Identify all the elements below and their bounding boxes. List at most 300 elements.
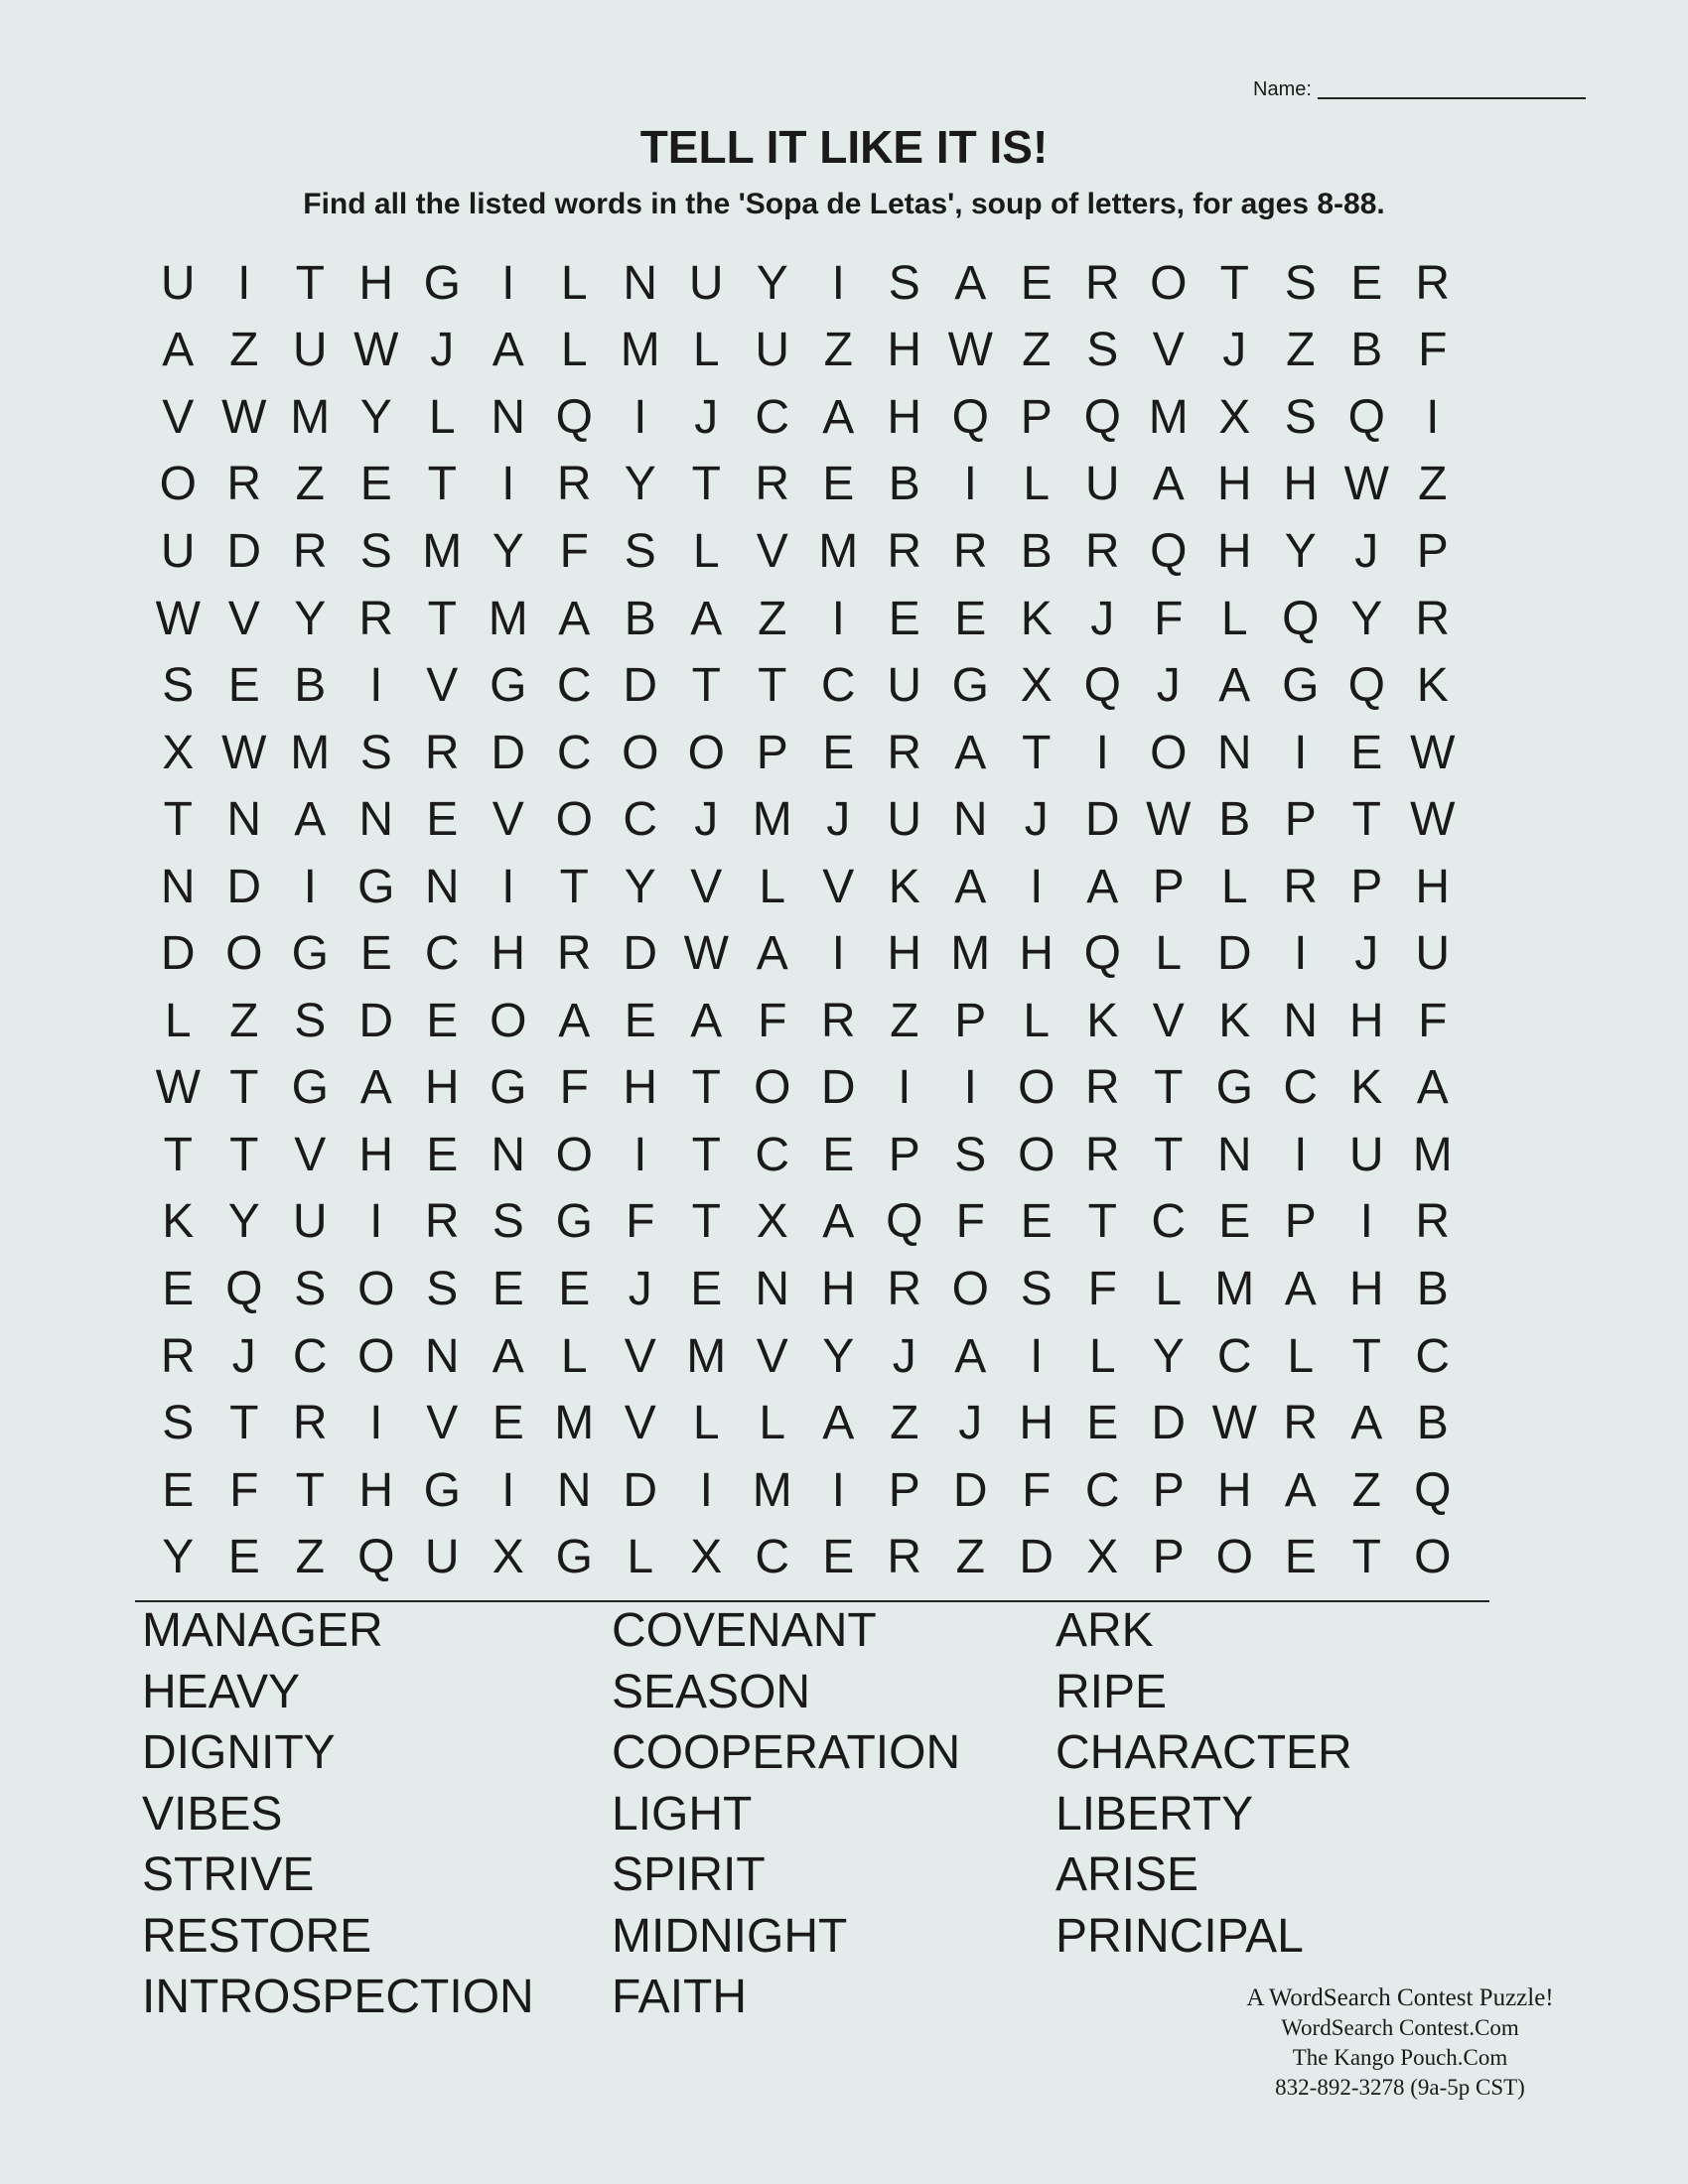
grid-letter[interactable]: T (1219, 256, 1249, 310)
grid-letter[interactable]: G (291, 1061, 329, 1115)
grid-letter[interactable]: O (1018, 1128, 1055, 1181)
grid-letter[interactable]: T (1351, 793, 1381, 847)
grid-letter[interactable]: U (160, 524, 196, 578)
grid-letter[interactable]: R (1283, 860, 1319, 913)
grid-letter[interactable]: T (229, 1061, 259, 1115)
grid-letter[interactable]: N (952, 793, 988, 847)
grid-letter[interactable]: A (1350, 1397, 1383, 1450)
grid-letter[interactable]: L (692, 1397, 720, 1450)
grid-letter[interactable]: E (690, 1263, 723, 1316)
grid-letter[interactable]: H (1348, 1263, 1384, 1316)
grid-letter[interactable]: O (225, 927, 263, 981)
grid-letter[interactable]: A (492, 324, 524, 377)
grid-letter[interactable]: M (1214, 1263, 1255, 1316)
grid-letter[interactable]: O (490, 994, 527, 1047)
grid-letter[interactable]: W (155, 1061, 201, 1115)
grid-letter[interactable]: I (831, 256, 845, 310)
grid-letter[interactable]: J (826, 793, 851, 847)
grid-letter[interactable]: T (163, 1128, 193, 1181)
grid-letter[interactable]: D (820, 1061, 856, 1115)
grid-letter[interactable]: Y (162, 1531, 195, 1584)
grid-letter[interactable]: S (359, 726, 392, 779)
grid-letter[interactable]: S (1020, 1263, 1053, 1316)
grid-letter[interactable]: R (424, 726, 460, 779)
grid-letter[interactable]: D (623, 1463, 658, 1517)
grid-letter[interactable]: I (1030, 1329, 1044, 1383)
grid-letter[interactable]: R (424, 1195, 460, 1249)
grid-letter[interactable]: O (555, 793, 593, 847)
name-underline[interactable] (1318, 97, 1586, 99)
grid-letter[interactable]: H (1019, 927, 1055, 981)
grid-letter[interactable]: A (492, 1329, 524, 1383)
grid-letter[interactable]: A (822, 1195, 855, 1249)
grid-letter[interactable]: T (691, 1128, 721, 1181)
grid-letter[interactable]: E (888, 592, 920, 645)
grid-letter[interactable]: T (691, 1195, 721, 1249)
grid-letter[interactable]: D (160, 927, 196, 981)
grid-letter[interactable]: S (888, 256, 920, 310)
grid-letter[interactable]: Q (1150, 524, 1188, 578)
grid-letter[interactable]: C (1084, 1463, 1120, 1517)
grid-letter[interactable]: W (1211, 1397, 1257, 1450)
grid-letter[interactable]: P (756, 726, 788, 779)
grid-letter[interactable]: L (759, 860, 786, 913)
grid-letter[interactable]: B (1350, 324, 1383, 377)
grid-letter[interactable]: X (1086, 1531, 1119, 1584)
grid-letter[interactable]: Z (295, 458, 325, 511)
grid-letter[interactable]: W (155, 592, 201, 645)
grid-letter[interactable]: N (623, 256, 658, 310)
grid-letter[interactable]: E (1350, 256, 1383, 310)
grid-letter[interactable]: V (624, 1397, 656, 1450)
grid-letter[interactable]: I (1294, 1128, 1308, 1181)
grid-letter[interactable]: I (1426, 390, 1440, 444)
grid-letter[interactable]: O (555, 1128, 593, 1181)
grid-letter[interactable]: I (831, 927, 845, 981)
grid-letter[interactable]: R (1415, 1195, 1451, 1249)
grid-letter[interactable]: B (1218, 793, 1251, 847)
grid-letter[interactable]: L (1155, 927, 1183, 981)
grid-letter[interactable]: H (887, 390, 922, 444)
grid-letter[interactable]: U (1348, 1128, 1384, 1181)
grid-letter[interactable]: M (620, 324, 660, 377)
grid-letter[interactable]: L (560, 324, 588, 377)
grid-letter[interactable]: O (357, 1263, 395, 1316)
grid-letter[interactable]: R (1084, 256, 1120, 310)
grid-letter[interactable]: P (1284, 1195, 1317, 1249)
grid-letter[interactable]: P (1416, 524, 1449, 578)
grid-letter[interactable]: K (1416, 659, 1449, 713)
grid-letter[interactable]: L (759, 1397, 786, 1450)
grid-letter[interactable]: C (820, 659, 856, 713)
grid-letter[interactable]: T (1154, 1128, 1184, 1181)
grid-letter[interactable]: E (492, 1397, 524, 1450)
grid-letter[interactable]: O (1150, 256, 1188, 310)
grid-letter[interactable]: Z (955, 1531, 985, 1584)
grid-letter[interactable]: M (1412, 1128, 1453, 1181)
grid-letter[interactable]: F (559, 1061, 589, 1115)
grid-letter[interactable]: D (1019, 1531, 1055, 1584)
grid-letter[interactable]: H (358, 256, 394, 310)
grid-letter[interactable]: Z (890, 1397, 919, 1450)
grid-letter[interactable]: A (558, 592, 591, 645)
grid-letter[interactable]: I (633, 390, 647, 444)
grid-letter[interactable]: I (831, 592, 845, 645)
grid-letter[interactable]: E (359, 458, 392, 511)
grid-letter[interactable]: I (633, 1128, 647, 1181)
grid-letter[interactable]: Q (886, 1195, 923, 1249)
grid-letter[interactable]: I (1030, 860, 1044, 913)
grid-letter[interactable]: A (1284, 1263, 1317, 1316)
grid-letter[interactable]: Z (1418, 458, 1448, 511)
grid-letter[interactable]: E (624, 994, 656, 1047)
grid-letter[interactable]: F (559, 524, 589, 578)
grid-letter[interactable]: Z (823, 324, 853, 377)
grid-letter[interactable]: W (1410, 726, 1456, 779)
grid-letter[interactable]: K (1218, 994, 1251, 1047)
grid-letter[interactable]: C (623, 793, 658, 847)
grid-letter[interactable]: U (887, 793, 922, 847)
grid-letter[interactable]: Y (1152, 1329, 1185, 1383)
grid-letter[interactable]: N (226, 793, 262, 847)
grid-letter[interactable]: I (699, 1463, 713, 1517)
grid-letter[interactable]: X (162, 726, 195, 779)
grid-letter[interactable]: H (1348, 994, 1384, 1047)
grid-letter[interactable]: R (1084, 524, 1120, 578)
grid-letter[interactable]: E (1284, 1531, 1317, 1584)
grid-letter[interactable]: H (887, 927, 922, 981)
grid-letter[interactable]: S (294, 1263, 327, 1316)
grid-letter[interactable]: I (369, 1195, 383, 1249)
grid-letter[interactable]: E (1020, 1195, 1053, 1249)
grid-letter[interactable]: X (756, 1195, 788, 1249)
grid-letter[interactable]: G (555, 1531, 593, 1584)
grid-letter[interactable]: Y (359, 390, 392, 444)
grid-letter[interactable]: L (1287, 1329, 1315, 1383)
grid-letter[interactable]: D (226, 860, 262, 913)
grid-letter[interactable]: Z (890, 994, 919, 1047)
grid-letter[interactable]: M (686, 1329, 727, 1383)
grid-letter[interactable]: J (1222, 324, 1247, 377)
grid-letter[interactable]: I (1359, 1195, 1373, 1249)
grid-letter[interactable]: U (292, 324, 328, 377)
grid-letter[interactable]: S (954, 1128, 987, 1181)
grid-letter[interactable]: P (888, 1128, 920, 1181)
grid-letter[interactable]: H (1216, 1463, 1252, 1517)
grid-letter[interactable]: P (1350, 860, 1383, 913)
grid-letter[interactable]: W (221, 390, 267, 444)
grid-letter[interactable]: D (491, 726, 526, 779)
grid-letter[interactable]: V (690, 860, 723, 913)
grid-letter[interactable]: J (1024, 793, 1049, 847)
grid-letter[interactable]: V (1152, 324, 1185, 377)
grid-letter[interactable]: R (887, 1531, 922, 1584)
grid-letter[interactable]: L (560, 1329, 588, 1383)
grid-letter[interactable]: C (556, 726, 592, 779)
grid-letter[interactable]: S (1086, 324, 1119, 377)
grid-letter[interactable]: J (1354, 927, 1379, 981)
grid-letter[interactable]: C (755, 1531, 790, 1584)
grid-letter[interactable]: T (229, 1397, 259, 1450)
grid-letter[interactable]: A (954, 1329, 987, 1383)
grid-letter[interactable]: P (1020, 390, 1053, 444)
grid-letter[interactable]: L (1155, 1263, 1183, 1316)
grid-letter[interactable]: O (1215, 1531, 1253, 1584)
grid-letter[interactable]: T (1351, 1329, 1381, 1383)
grid-letter[interactable]: Y (227, 1195, 260, 1249)
grid-letter[interactable]: M (554, 1397, 595, 1450)
grid-letter[interactable]: U (160, 256, 196, 310)
grid-letter[interactable]: R (226, 458, 262, 511)
grid-letter[interactable]: H (1216, 458, 1252, 511)
grid-letter[interactable]: H (1415, 860, 1451, 913)
grid-letter[interactable]: O (357, 1329, 395, 1383)
grid-letter[interactable]: U (292, 1195, 328, 1249)
grid-letter[interactable]: M (1148, 390, 1189, 444)
grid-letter[interactable]: M (290, 390, 331, 444)
grid-letter[interactable]: E (1218, 1195, 1251, 1249)
grid-letter[interactable]: B (1020, 524, 1053, 578)
grid-letter[interactable]: J (1156, 659, 1181, 713)
grid-letter[interactable]: A (1218, 659, 1251, 713)
grid-letter[interactable]: O (687, 726, 725, 779)
grid-letter[interactable]: N (424, 860, 460, 913)
grid-letter[interactable]: A (822, 390, 855, 444)
grid-letter[interactable]: K (1020, 592, 1053, 645)
grid-letter[interactable]: Q (1083, 659, 1121, 713)
grid-letter[interactable]: Q (555, 390, 593, 444)
grid-letter[interactable]: G (1215, 1061, 1253, 1115)
grid-letter[interactable]: L (164, 994, 192, 1047)
grid-letter[interactable]: O (1414, 1531, 1452, 1584)
grid-letter[interactable]: O (1018, 1061, 1055, 1115)
grid-letter[interactable]: V (492, 793, 524, 847)
grid-letter[interactable]: L (692, 324, 720, 377)
grid-letter[interactable]: L (1220, 592, 1248, 645)
grid-letter[interactable]: N (491, 1128, 526, 1181)
grid-letter[interactable]: U (887, 659, 922, 713)
grid-letter[interactable]: A (822, 1397, 855, 1450)
grid-letter[interactable]: G (291, 927, 329, 981)
grid-letter[interactable]: D (623, 659, 658, 713)
grid-letter[interactable]: T (229, 1128, 259, 1181)
grid-letter[interactable]: E (426, 1128, 459, 1181)
grid-letter[interactable]: V (756, 524, 788, 578)
grid-letter[interactable]: Q (1347, 659, 1385, 713)
grid-letter[interactable]: O (1150, 726, 1188, 779)
name-field[interactable] (1253, 71, 1586, 101)
grid-letter[interactable]: R (358, 592, 394, 645)
grid-letter[interactable]: I (1095, 726, 1109, 779)
grid-letter[interactable]: N (358, 793, 394, 847)
grid-letter[interactable]: Z (295, 1531, 325, 1584)
grid-letter[interactable]: S (162, 659, 195, 713)
grid-letter[interactable]: I (501, 256, 515, 310)
grid-letter[interactable]: R (1084, 1061, 1120, 1115)
grid-letter[interactable]: E (954, 592, 987, 645)
grid-letter[interactable]: V (756, 1329, 788, 1383)
grid-letter[interactable]: I (501, 860, 515, 913)
grid-letter[interactable]: R (887, 1263, 922, 1316)
grid-letter[interactable]: O (622, 726, 659, 779)
grid-letter[interactable]: Q (1083, 927, 1121, 981)
grid-letter[interactable]: J (231, 1329, 256, 1383)
grid-letter[interactable]: Y (756, 256, 788, 310)
grid-letter[interactable]: Q (951, 390, 989, 444)
grid-letter[interactable]: B (1416, 1397, 1449, 1450)
grid-letter[interactable]: R (952, 524, 988, 578)
grid-letter[interactable]: W (1343, 458, 1389, 511)
grid-letter[interactable]: J (1354, 524, 1379, 578)
grid-letter[interactable]: A (1416, 1061, 1449, 1115)
grid-letter[interactable]: K (1086, 994, 1119, 1047)
grid-letter[interactable]: E (1350, 726, 1383, 779)
grid-letter[interactable]: G (423, 256, 461, 310)
grid-letter[interactable]: N (556, 1463, 592, 1517)
grid-letter[interactable]: I (501, 1463, 515, 1517)
grid-letter[interactable]: R (556, 458, 592, 511)
grid-letter[interactable]: L (1023, 458, 1051, 511)
grid-letter[interactable]: Q (357, 1531, 395, 1584)
grid-letter[interactable]: R (1283, 1397, 1319, 1450)
grid-letter[interactable]: C (1415, 1329, 1451, 1383)
grid-letter[interactable]: Q (1347, 390, 1385, 444)
grid-letter[interactable]: V (426, 659, 459, 713)
grid-letter[interactable]: Q (1083, 390, 1121, 444)
grid-letter[interactable]: D (1151, 1397, 1187, 1450)
grid-letter[interactable]: I (898, 1061, 912, 1115)
grid-letter[interactable]: A (558, 994, 591, 1047)
grid-letter[interactable]: J (892, 1329, 916, 1383)
grid-letter[interactable]: Y (624, 458, 656, 511)
grid-letter[interactable]: B (888, 458, 920, 511)
grid-letter[interactable]: I (1294, 927, 1308, 981)
grid-letter[interactable]: L (1023, 994, 1051, 1047)
grid-letter[interactable]: Y (1350, 592, 1383, 645)
grid-letter[interactable]: J (628, 1263, 652, 1316)
grid-letter[interactable]: L (1220, 860, 1248, 913)
grid-letter[interactable]: V (162, 390, 195, 444)
grid-letter[interactable]: D (952, 1463, 988, 1517)
grid-letter[interactable]: S (624, 524, 656, 578)
grid-letter[interactable]: G (357, 860, 395, 913)
grid-letter[interactable]: E (1020, 256, 1053, 310)
grid-letter[interactable]: L (1088, 1329, 1116, 1383)
grid-letter[interactable]: C (755, 1128, 790, 1181)
grid-letter[interactable]: H (1283, 458, 1319, 511)
grid-letter[interactable]: M (752, 793, 792, 847)
grid-letter[interactable]: I (963, 458, 977, 511)
grid-letter[interactable]: W (683, 927, 729, 981)
grid-letter[interactable]: G (490, 1061, 527, 1115)
grid-letter[interactable]: L (692, 524, 720, 578)
grid-letter[interactable]: E (1086, 1397, 1119, 1450)
grid-letter[interactable]: K (1350, 1061, 1383, 1115)
grid-letter[interactable]: K (162, 1195, 195, 1249)
grid-letter[interactable]: C (292, 1329, 328, 1383)
grid-letter[interactable]: B (624, 592, 656, 645)
grid-letter[interactable]: M (488, 592, 528, 645)
grid-letter[interactable]: T (559, 860, 589, 913)
grid-letter[interactable]: H (623, 1061, 658, 1115)
grid-letter[interactable]: D (358, 994, 394, 1047)
grid-letter[interactable]: E (162, 1463, 195, 1517)
grid-letter[interactable]: Q (1414, 1463, 1452, 1517)
grid-letter[interactable]: R (556, 927, 592, 981)
grid-letter[interactable]: G (555, 1195, 593, 1249)
grid-letter[interactable]: E (227, 1531, 260, 1584)
grid-letter[interactable]: V (227, 592, 260, 645)
grid-letter[interactable]: R (292, 524, 328, 578)
grid-letter[interactable]: H (820, 1263, 856, 1316)
grid-letter[interactable]: T (427, 458, 457, 511)
grid-letter[interactable]: E (162, 1263, 195, 1316)
grid-letter[interactable]: W (353, 324, 399, 377)
grid-letter[interactable]: Q (225, 1263, 263, 1316)
grid-letter[interactable]: I (831, 1463, 845, 1517)
grid-letter[interactable]: C (1151, 1195, 1187, 1249)
grid-letter[interactable]: M (818, 524, 859, 578)
grid-letter[interactable]: E (426, 793, 459, 847)
grid-letter[interactable]: T (295, 256, 325, 310)
grid-letter[interactable]: A (954, 256, 987, 310)
grid-letter[interactable]: N (424, 1329, 460, 1383)
grid-letter[interactable]: H (491, 927, 526, 981)
grid-letter[interactable]: I (237, 256, 251, 310)
grid-letter[interactable]: I (1294, 726, 1308, 779)
grid-letter[interactable]: V (822, 860, 855, 913)
grid-letter[interactable]: M (422, 524, 463, 578)
grid-letter[interactable]: Y (294, 592, 327, 645)
grid-letter[interactable]: T (1087, 1195, 1117, 1249)
grid-letter[interactable]: A (1284, 1463, 1317, 1517)
grid-letter[interactable]: T (295, 1463, 325, 1517)
grid-letter[interactable]: H (1216, 524, 1252, 578)
grid-letter[interactable]: D (1216, 927, 1252, 981)
grid-letter[interactable]: I (369, 1397, 383, 1450)
grid-letter[interactable]: H (887, 324, 922, 377)
grid-letter[interactable]: R (1084, 1128, 1120, 1181)
grid-letter[interactable]: T (1351, 1531, 1381, 1584)
grid-letter[interactable]: E (822, 1531, 855, 1584)
grid-letter[interactable]: J (694, 390, 719, 444)
grid-letter[interactable]: X (1020, 659, 1053, 713)
grid-letter[interactable]: U (424, 1531, 460, 1584)
grid-letter[interactable]: Z (1022, 324, 1052, 377)
grid-letter[interactable]: H (424, 1061, 460, 1115)
grid-letter[interactable]: H (1019, 1397, 1055, 1450)
grid-letter[interactable]: P (1284, 793, 1317, 847)
grid-letter[interactable]: A (1152, 458, 1185, 511)
grid-letter[interactable]: V (426, 1397, 459, 1450)
grid-letter[interactable]: A (690, 592, 723, 645)
grid-letter[interactable]: U (688, 256, 724, 310)
grid-letter[interactable]: D (226, 524, 262, 578)
grid-letter[interactable]: E (822, 1128, 855, 1181)
grid-letter[interactable]: G (490, 659, 527, 713)
grid-letter[interactable]: I (303, 860, 317, 913)
grid-letter[interactable]: P (888, 1463, 920, 1517)
grid-letter[interactable]: P (954, 994, 987, 1047)
grid-letter[interactable]: H (358, 1463, 394, 1517)
grid-letter[interactable]: G (423, 1463, 461, 1517)
grid-letter[interactable]: V (624, 1329, 656, 1383)
grid-letter[interactable]: S (1284, 256, 1317, 310)
grid-letter[interactable]: A (294, 793, 327, 847)
grid-letter[interactable]: F (758, 994, 787, 1047)
grid-letter[interactable]: I (369, 659, 383, 713)
grid-letter[interactable]: S (1284, 390, 1317, 444)
